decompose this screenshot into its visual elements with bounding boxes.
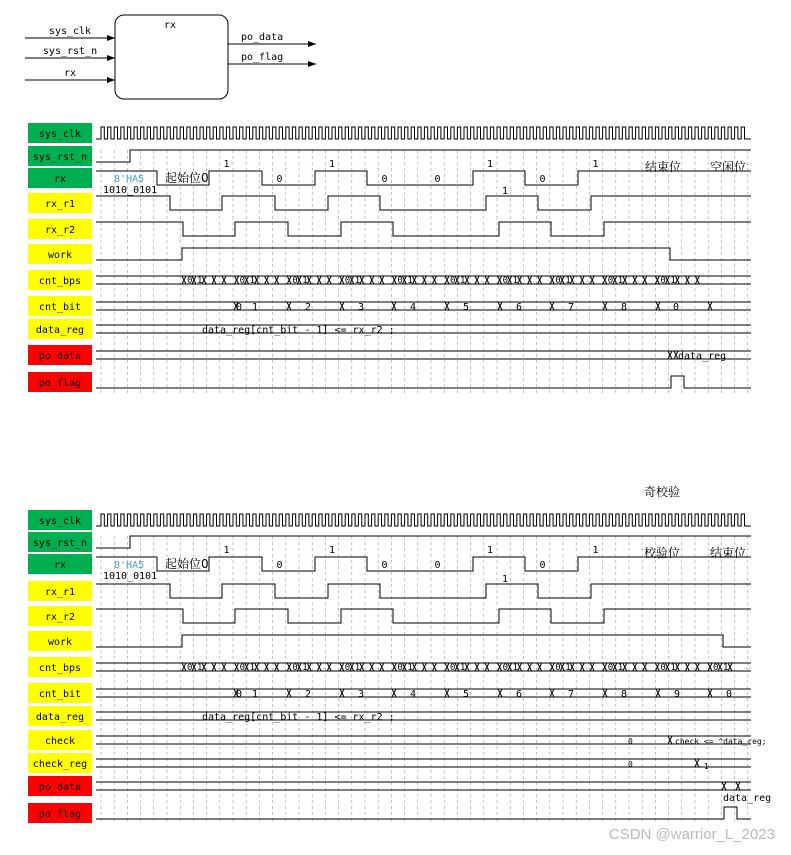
stop-bit-label: 结束位 [710, 546, 747, 560]
cnt-bps-value: 1 [565, 663, 571, 673]
check-bit-label: 校验位 [644, 546, 681, 560]
cnt-bps-value: 0 [397, 663, 403, 673]
cnt-bps-ellipsis: ... [532, 665, 540, 670]
data-bit-label: 1 [223, 545, 230, 556]
data-reg-expression: data_reg[cnt_bit - 1] <= rx_r2 ; [202, 325, 395, 336]
check-expression: check <= ^data_reg; [675, 737, 767, 746]
cnt-bps-ellipsis: ... [322, 665, 330, 670]
data-bit-label: 1 [329, 545, 336, 556]
signal-label-sys_clk: sys_clk [38, 516, 82, 527]
cnt-bps-value: 1 [249, 276, 256, 286]
data-reg-expression: data_reg[cnt_bit - 1] <= rx_r2 ; [202, 712, 395, 723]
rx-module-title: rx [163, 20, 177, 31]
arrowhead-icon [107, 35, 115, 41]
signal-label-cnt_bps: cnt_bps [38, 276, 82, 287]
cnt-bps-value: 0 [660, 663, 666, 673]
signal-label-po_data: po_data [38, 351, 82, 362]
rx-annotation-hex: 8'HA5 [114, 560, 145, 571]
cnt-bps-value: 0 [187, 276, 193, 286]
rx-r1-mark: 1 [502, 186, 509, 197]
cnt-bit-value: 0 [673, 302, 680, 313]
cnt-bps-value: 1 [512, 663, 519, 673]
cnt-bps-value: 0 [187, 663, 193, 673]
cnt-bit-value: 6 [516, 302, 523, 313]
cnt-bit-value: 7 [568, 302, 575, 313]
timing-diagram-2 [28, 484, 771, 824]
cnt-bps-value: 0 [660, 276, 666, 286]
cnt-bps-value: 0 [397, 276, 403, 286]
cnt-bit-value: 1 [252, 689, 259, 700]
cnt-bps-value: 1 [460, 276, 466, 286]
cnt-bit-value: 4 [410, 689, 417, 700]
rx-r2-wave [96, 609, 751, 623]
rx-annotation-hex: 8'HA5 [114, 174, 145, 185]
rx-annotation-bin: 1010_0101 [103, 185, 158, 196]
signal-label-data_reg: data_reg [35, 325, 85, 336]
signal-label-rx: rx [53, 560, 67, 571]
cnt-bit-value: 9 [674, 689, 681, 700]
check-reg-value: 1 [704, 762, 709, 771]
data-bit-label: 0 [276, 174, 283, 185]
data-bit-label: 0 [381, 560, 388, 571]
cnt-bps-ellipsis: ... [637, 665, 646, 670]
rx-annotation-bin: 1010_0101 [103, 571, 158, 582]
signal-label-sys_clk: sys_clk [38, 129, 82, 140]
arrowhead-icon [107, 77, 115, 83]
cnt-bps-ellipsis: ... [322, 278, 330, 283]
cnt-bps-value: 1 [197, 276, 203, 286]
signal-label-rx_r1: rx_r1 [44, 199, 76, 210]
arrowhead-icon [107, 55, 115, 61]
data-bit-label: 1 [592, 159, 599, 170]
watermark: CSDN @warrior_L_2023 [608, 826, 775, 843]
cnt-bps-value: 0 [502, 663, 509, 673]
data-bit-label: 0 [434, 174, 441, 185]
data-bit-label: 1 [592, 545, 599, 556]
data-bit-label: 1 [487, 545, 494, 556]
cnt-bps-value: 0 [344, 276, 351, 286]
rx-r1-mark: 1 [502, 574, 509, 585]
arrowhead-icon [308, 41, 316, 47]
cnt-bps-value: 0 [450, 663, 456, 673]
signal-label-rx_r1: rx_r1 [44, 587, 76, 598]
cnt-bit-value: 0 [726, 689, 733, 700]
cnt-bit-value: 0 [236, 689, 243, 700]
cnt-bps-value: 1 [302, 663, 308, 673]
data-bit-label: 1 [329, 159, 336, 170]
check-init-value: 0 [628, 737, 633, 746]
cnt-bps-value: 1 [460, 663, 466, 673]
cnt-bit-value: 6 [516, 689, 523, 700]
rx-r1-wave [96, 196, 751, 210]
sys-clk-wave [96, 514, 751, 526]
cnt-bit-value: 5 [463, 302, 470, 313]
odd-parity-heading: 奇校验 [644, 485, 681, 499]
cnt-bps-value: 0 [292, 276, 298, 286]
input-label-sys_rst_n: sys_rst_n [42, 46, 98, 57]
cnt-bps-ellipsis: ... [532, 278, 540, 283]
cnt-bps-ellipsis: ... [374, 665, 383, 670]
start-bit-label: 起始位0 [165, 171, 209, 185]
cnt-bit-value: 5 [463, 689, 470, 700]
stop-bit-label: 结束位 [645, 160, 682, 174]
cnt-bps-ellipsis: ... [480, 665, 488, 670]
cnt-bps-value: 1 [249, 663, 256, 673]
cnt-bps-value: 0 [607, 276, 614, 286]
po-flag-wave [96, 376, 751, 388]
data-bit-label: 0 [539, 174, 546, 185]
cnt-bps-ellipsis: ... [427, 665, 435, 670]
cnt-bps-value: 0 [239, 276, 246, 286]
cnt-bps-ellipsis: ... [217, 278, 225, 283]
signal-label-data_reg: data_reg [35, 712, 85, 723]
cnt-bit-value: 2 [305, 302, 312, 313]
signal-label-sys_rst_n: sys_rst_n [32, 538, 88, 549]
signal-label-po_flag: po_flag [38, 378, 82, 389]
rx-r1-wave [96, 584, 751, 598]
signal-label-po_data: po_data [38, 782, 82, 793]
cnt-bps-ellipsis: ... [690, 278, 698, 283]
signal-label-check_reg: check_reg [32, 759, 88, 770]
cnt-bit-value: 7 [568, 689, 575, 700]
signal-label-rx_r2: rx_r2 [44, 225, 76, 236]
signal-label-work: work [47, 637, 73, 648]
cnt-bps-ellipsis: ... [217, 665, 225, 670]
cnt-bps-value: 0 [555, 663, 561, 673]
cnt-bps-value: 1 [302, 276, 308, 286]
data-bit-label: 1 [487, 159, 494, 170]
cnt-bps-value: 0 [713, 663, 719, 673]
cnt-bps-ellipsis: ... [585, 278, 593, 283]
output-label-po_flag: po_flag [241, 52, 284, 63]
cnt-bps-value: 1 [354, 663, 361, 673]
cnt-bit-value: 2 [305, 689, 312, 700]
cnt-bps-value: 1 [617, 276, 624, 286]
signal-label-rx_r2: rx_r2 [44, 612, 76, 623]
cnt-bps-value: 0 [239, 663, 246, 673]
cnt-bit-value: 1 [252, 302, 259, 313]
data-bit-label: 0 [539, 560, 546, 571]
cnt-bps-value: 1 [407, 663, 413, 673]
signal-label-rx: rx [53, 174, 67, 185]
cnt-bps-ellipsis: ... [637, 278, 646, 283]
output-label-po_data: po_data [241, 32, 284, 43]
cnt-bit-value: 4 [410, 302, 417, 313]
check-reg-init-value: 0 [628, 760, 633, 769]
cnt-bit-value: 3 [358, 302, 365, 313]
signal-label-po_flag: po_flag [38, 809, 82, 820]
cnt-bps-ellipsis: ... [480, 278, 488, 283]
input-label-rx: rx [63, 68, 77, 79]
cnt-bps-value: 0 [502, 276, 509, 286]
cnt-bit-value: 8 [621, 689, 628, 700]
cnt-bps-ellipsis: ... [269, 665, 277, 670]
cnt-bps-value: 0 [555, 276, 561, 286]
signal-label-cnt_bit: cnt_bit [38, 689, 82, 700]
arrowhead-icon [308, 61, 316, 67]
cnt-bps-ellipsis: ... [374, 278, 383, 283]
cnt-bps-value: 0 [292, 663, 298, 673]
work-wave [96, 248, 751, 260]
cnt-bps-value: 1 [197, 663, 203, 673]
cnt-bps-value: 0 [450, 276, 456, 286]
data-bit-label: 0 [381, 174, 388, 185]
po-data-value: data_reg [723, 793, 772, 804]
signal-label-work: work [47, 250, 73, 261]
cnt-bps-value: 1 [617, 663, 624, 673]
data-bit-label: 0 [276, 560, 283, 571]
signal-label-cnt_bit: cnt_bit [38, 302, 82, 313]
po-data-value: data_reg [678, 351, 727, 362]
po-flag-wave [96, 807, 751, 819]
cnt-bps-value: 1 [670, 276, 676, 286]
rx-r2-wave [96, 222, 751, 236]
input-label-sys_clk: sys_clk [48, 26, 92, 37]
cnt-bps-value: 1 [670, 663, 676, 673]
start-bit-label: 起始位0 [165, 557, 209, 571]
cnt-bps-ellipsis: ... [427, 278, 435, 283]
cnt-bps-ellipsis: ... [269, 278, 277, 283]
cnt-bit-value: 8 [621, 302, 628, 313]
timing-diagram-1 [28, 123, 751, 393]
data-bit-label: 0 [434, 560, 441, 571]
signal-label-sys_rst_n: sys_rst_n [32, 152, 88, 163]
work-wave [96, 635, 751, 647]
cnt-bps-ellipsis: ... [585, 665, 593, 670]
idle-bit-label: 空闲位 [710, 160, 747, 174]
signal-label-cnt_bps: cnt_bps [38, 663, 82, 674]
cnt-bps-value: 1 [354, 276, 361, 286]
cnt-bit-value: 0 [236, 302, 243, 313]
cnt-bps-value: 1 [407, 276, 413, 286]
cnt-bps-value: 0 [607, 663, 614, 673]
cnt-bps-value: 0 [344, 663, 351, 673]
cnt-bit-value: 3 [358, 689, 365, 700]
data-bit-label: 1 [223, 159, 230, 170]
rx-module-block [25, 15, 316, 99]
cnt-bps-ellipsis: ... [743, 665, 751, 670]
cnt-bps-value: 1 [512, 276, 519, 286]
sys-clk-wave [96, 127, 751, 139]
cnt-bps-ellipsis: ... [690, 665, 698, 670]
cnt-bps-value: 1 [565, 276, 571, 286]
signal-label-check: check [44, 736, 76, 747]
cnt-bps-value: 1 [723, 663, 729, 673]
